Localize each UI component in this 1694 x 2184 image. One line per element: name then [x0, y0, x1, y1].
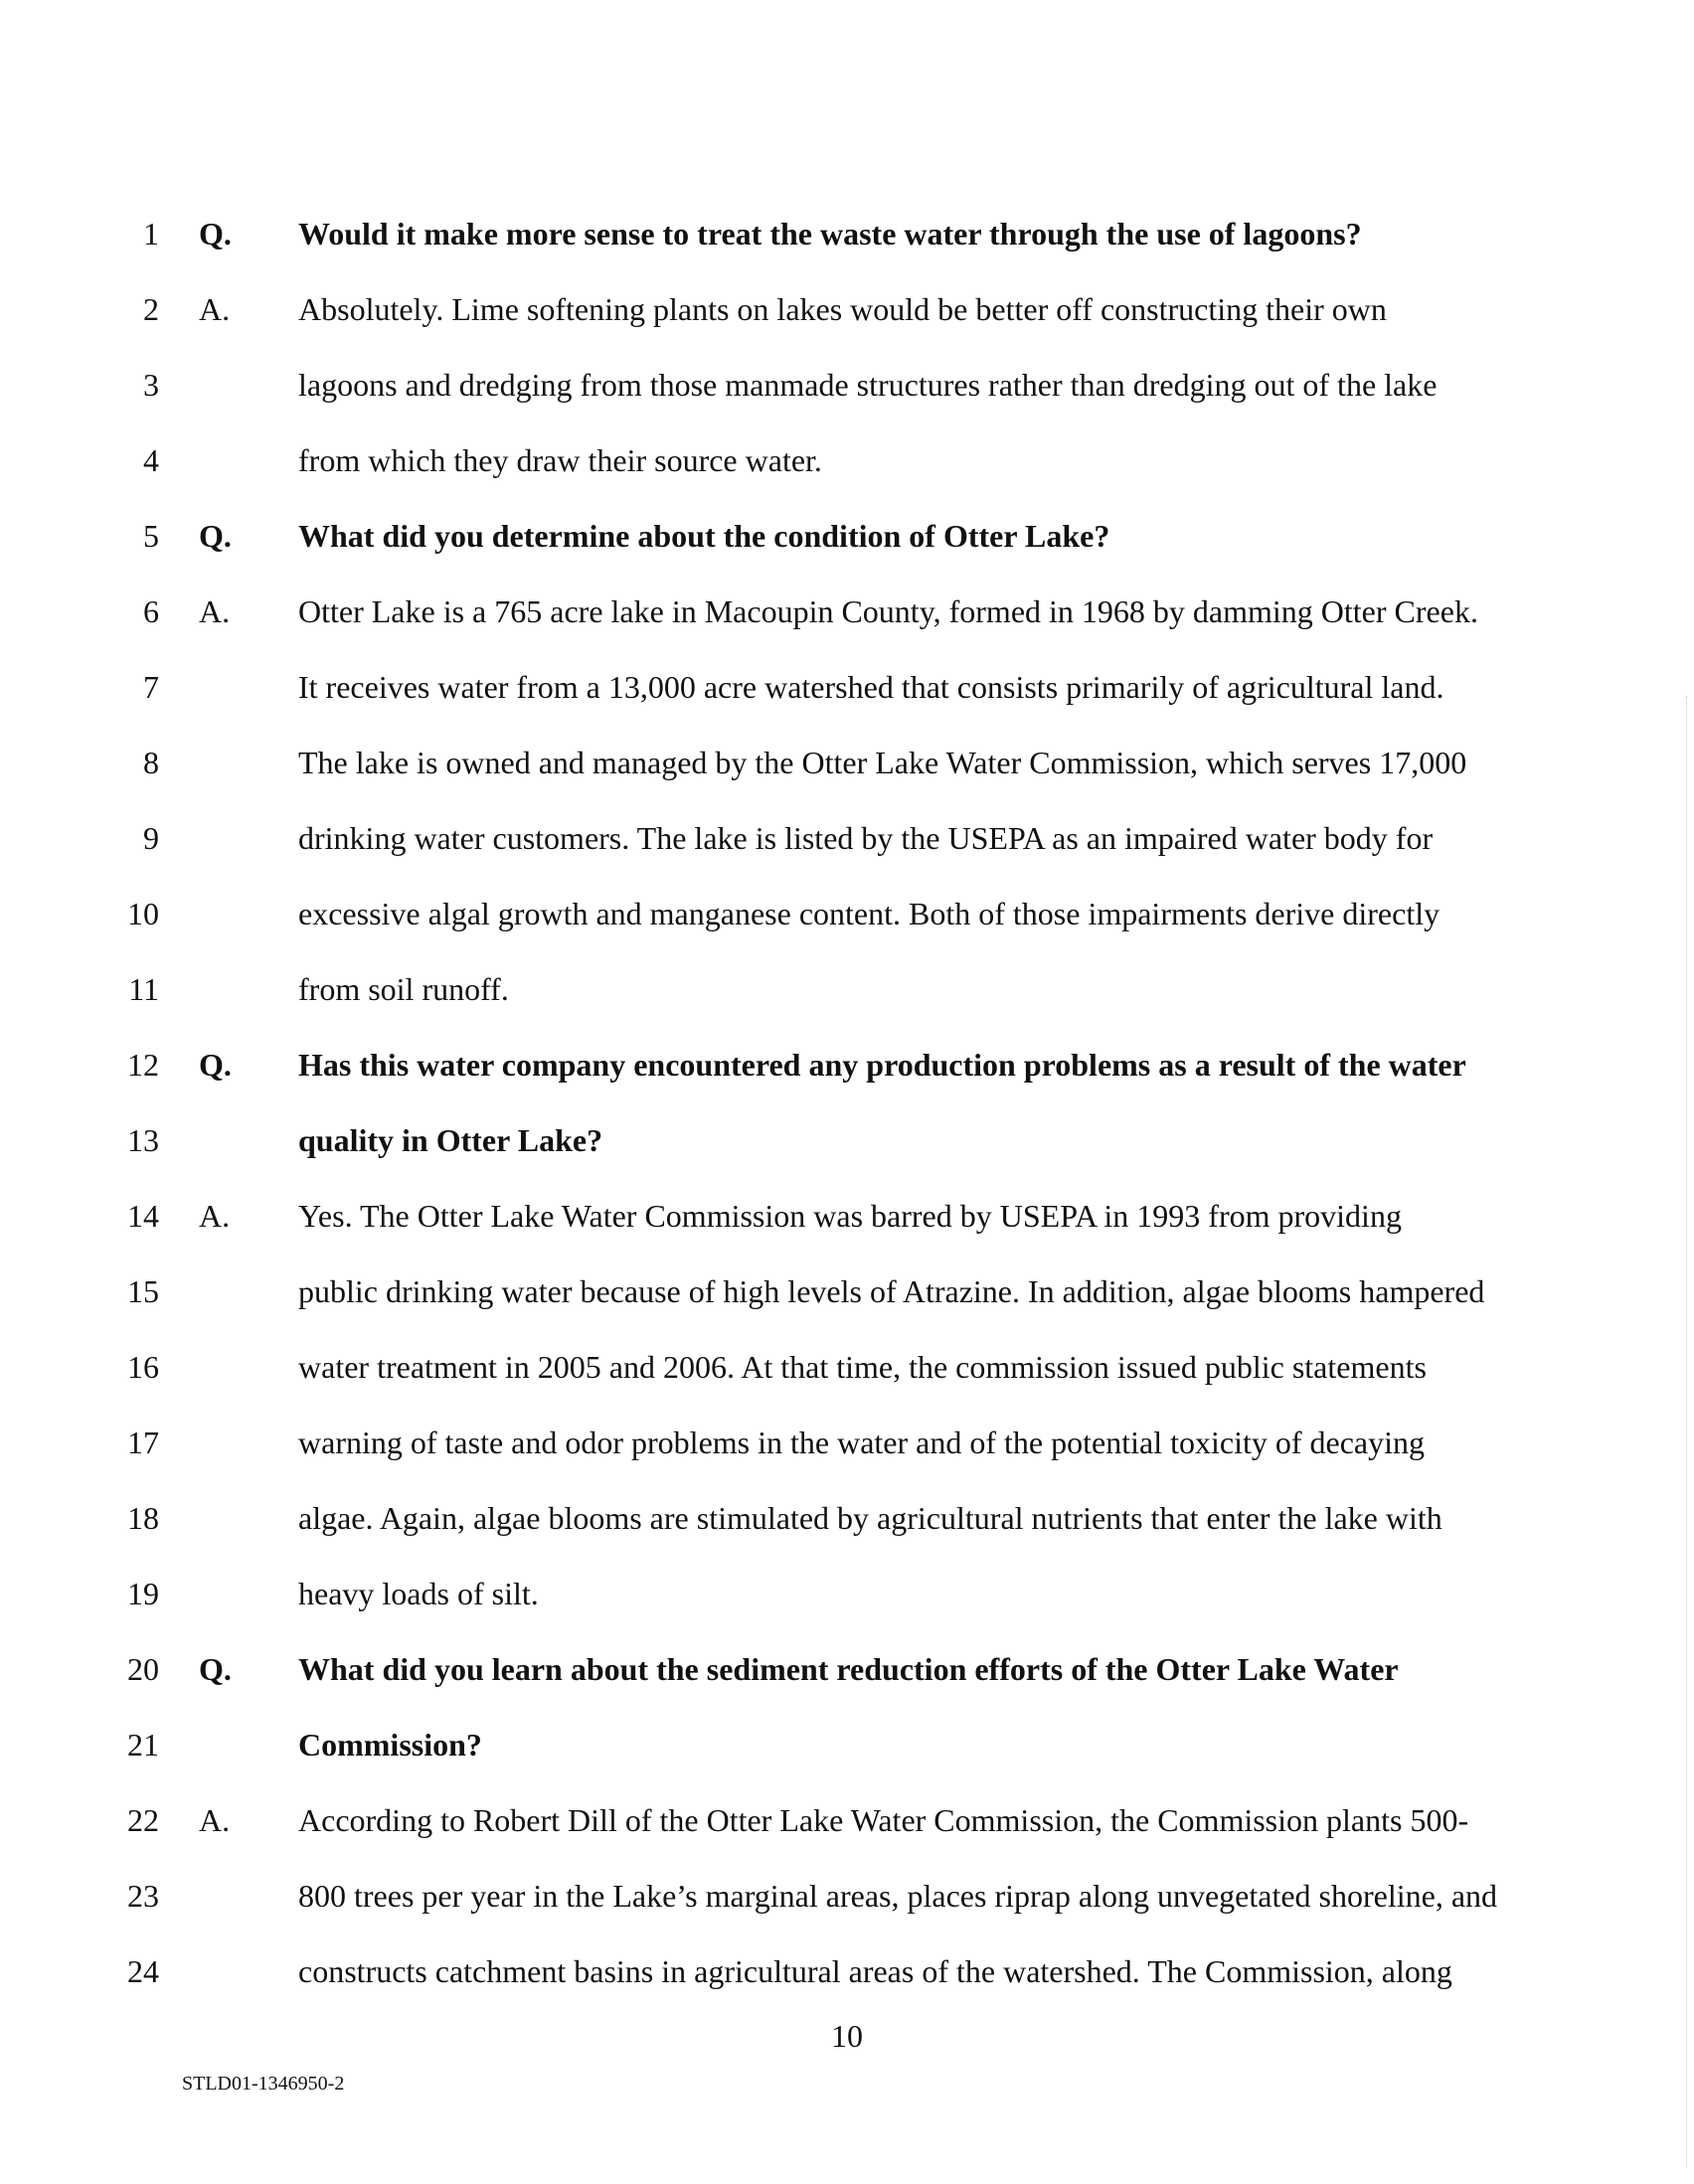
transcript-line-6 — [0, 582, 1694, 641]
line-number: 12 — [127, 1047, 159, 1083]
document-id: STLD01-1346950-2 — [182, 2073, 345, 2095]
answer-text: Otter Lake is a 765 acre lake in Macoupin County, formed in 1968 by damming Otter Creek. — [298, 593, 1478, 629]
question-text: Would it make more sense to treat the waste water through the use of lagoons? — [298, 216, 1362, 252]
question-text: quality in Otter Lake? — [298, 1122, 603, 1158]
transcript-line-14 — [0, 1186, 1694, 1246]
answer-text: According to Robert Dill of the Otter Lake Water Commission, the Commission plants 500- — [298, 1802, 1469, 1838]
line-number: 21 — [127, 1727, 159, 1763]
line-number: 6 — [143, 593, 159, 629]
speaker-label: Q. — [199, 1047, 232, 1083]
line-number: 16 — [127, 1349, 159, 1385]
transcript-line-23 — [0, 1866, 1694, 1926]
answer-text: Absolutely. Lime softening plants on lakes would be better off constructing their own — [298, 291, 1387, 327]
transcript-line-18 — [0, 1488, 1694, 1548]
transcript-line-11 — [0, 959, 1694, 1019]
line-number: 15 — [127, 1273, 159, 1309]
line-number: 18 — [127, 1500, 159, 1536]
line-number: 11 — [128, 971, 159, 1007]
transcript-line-3 — [0, 355, 1694, 415]
answer-text: from soil runoff. — [298, 971, 509, 1007]
transcript-line-13 — [0, 1110, 1694, 1170]
line-number: 10 — [127, 896, 159, 931]
answer-text: constructs catchment basins in agricultural areas of the watershed. The Commission, along — [298, 1953, 1452, 1989]
line-number: 20 — [127, 1651, 159, 1687]
transcript-line-5 — [0, 506, 1694, 566]
speaker-label: A. — [199, 1802, 231, 1838]
line-number: 3 — [143, 367, 159, 403]
speaker-label: Q. — [199, 216, 232, 252]
transcript-line-16 — [0, 1337, 1694, 1397]
transcript-line-2 — [0, 279, 1694, 339]
line-number: 13 — [127, 1122, 159, 1158]
transcript-line-19 — [0, 1564, 1694, 1623]
line-number: 17 — [127, 1425, 159, 1460]
transcript-line-24 — [0, 1941, 1694, 2001]
answer-text: The lake is owned and managed by the Otter Lake Water Commission, which serves 17,000 — [298, 745, 1467, 780]
line-number: 2 — [143, 291, 159, 327]
transcript-line-20 — [0, 1639, 1694, 1699]
speaker-label: A. — [199, 593, 231, 629]
speaker-label: Q. — [199, 518, 232, 554]
line-number: 24 — [127, 1953, 159, 1989]
transcript-line-12 — [0, 1035, 1694, 1094]
answer-text: drinking water customers. The lake is listed by the USEPA as an impaired water body for — [298, 820, 1434, 856]
answer-text: excessive algal growth and manganese content. Both of those impairments derive directly — [298, 896, 1440, 931]
line-number: 5 — [143, 518, 159, 554]
question-text: Commission? — [298, 1727, 482, 1763]
transcript-line-17 — [0, 1413, 1694, 1472]
line-number: 22 — [127, 1802, 159, 1838]
answer-text: 800 trees per year in the Lake’s marginal areas, places riprap along unvegetated shoreline, and — [298, 1878, 1498, 1914]
question-text: What did you learn about the sediment reduction efforts of the Otter Lake Water — [298, 1651, 1399, 1687]
transcript-line-4 — [0, 430, 1694, 490]
line-number: 1 — [143, 216, 159, 252]
speaker-label: A. — [199, 1198, 231, 1234]
answer-text: Yes. The Otter Lake Water Commission was barred by USEPA in 1993 from providing — [298, 1198, 1402, 1234]
line-number: 8 — [143, 745, 159, 780]
line-number: 14 — [127, 1198, 159, 1234]
transcript-line-10 — [0, 884, 1694, 943]
transcript-line-1 — [0, 204, 1694, 263]
line-number: 19 — [127, 1576, 159, 1611]
line-number: 7 — [143, 669, 159, 705]
answer-text: water treatment in 2005 and 2006. At that time, the commission issued public statements — [298, 1349, 1427, 1385]
answer-text: public drinking water because of high levels of Atrazine. In addition, algae blooms hampered — [298, 1273, 1485, 1309]
answer-text: from which they draw their source water. — [298, 442, 822, 478]
transcript-line-21 — [0, 1715, 1694, 1774]
answer-text: lagoons and dredging from those manmade structures rather than dredging out of the lake — [298, 367, 1438, 403]
transcript-line-8 — [0, 733, 1694, 792]
transcript-line-22 — [0, 1790, 1694, 1850]
speaker-label: Q. — [199, 1651, 232, 1687]
speaker-label: A. — [199, 291, 231, 327]
answer-text: warning of taste and odor problems in the water and of the potential toxicity of decaying — [298, 1425, 1425, 1460]
question-text: Has this water company encountered any production problems as a result of the water — [298, 1047, 1466, 1083]
question-text: What did you determine about the condition of Otter Lake? — [298, 518, 1110, 554]
answer-text: It receives water from a 13,000 acre watershed that consists primarily of agricultural land. — [298, 669, 1444, 705]
transcript-line-7 — [0, 657, 1694, 717]
line-number: 4 — [143, 442, 159, 478]
answer-text: heavy loads of silt. — [298, 1576, 539, 1611]
line-number: 9 — [143, 820, 159, 856]
page-number: 10 — [831, 2018, 863, 2054]
transcript-line-15 — [0, 1261, 1694, 1321]
margin-rule — [1686, 696, 1687, 2167]
line-number: 23 — [127, 1878, 159, 1914]
answer-text: algae. Again, algae blooms are stimulated by agricultural nutrients that enter the lake with — [298, 1500, 1442, 1536]
transcript-line-9 — [0, 808, 1694, 868]
